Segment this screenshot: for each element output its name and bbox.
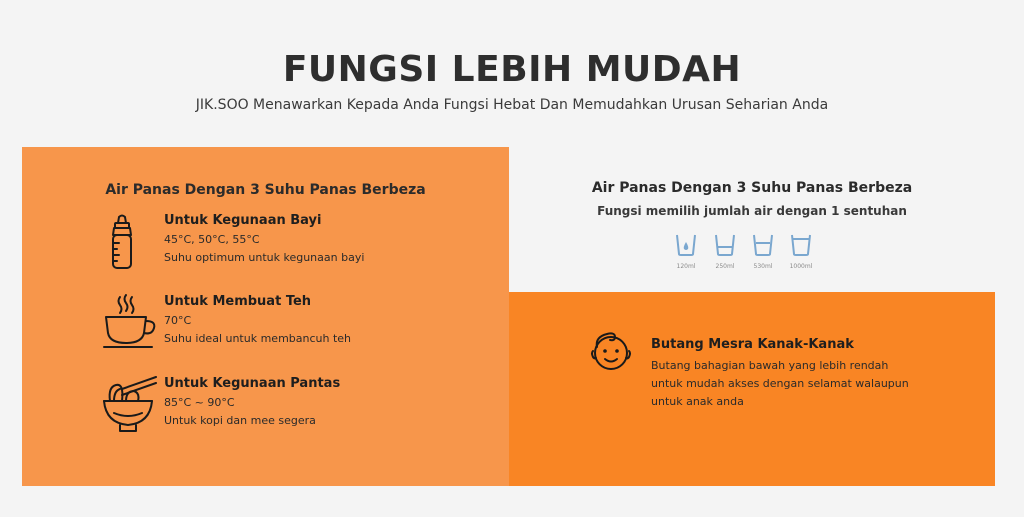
cup-120ml xyxy=(666,233,706,270)
cup-label: 120ml xyxy=(676,263,696,270)
description-line: untuk mudah akses dengan selamat walaupun xyxy=(651,377,909,390)
feature-temperature: 85°C ~ 90°C xyxy=(164,396,235,409)
cup-icon xyxy=(714,233,736,257)
water-volume-panel xyxy=(509,147,995,292)
page-title: FUNGSI LEBIH MUDAH xyxy=(282,49,742,90)
temperature-panel-title: Air Panas Dengan 3 Suhu Panas Berbeza xyxy=(105,182,426,198)
noodle-bowl-icon xyxy=(100,373,160,439)
feature-quick-use xyxy=(102,376,502,446)
feature-temperature: 45°C, 50°C, 55°C xyxy=(164,233,260,246)
child-friendly-description xyxy=(651,357,911,411)
feature-temperature: 70°C xyxy=(164,314,192,327)
cup-label: 530ml xyxy=(753,263,773,270)
temperature-features-panel xyxy=(22,147,509,486)
cup-530ml xyxy=(743,233,783,270)
feature-title: Untuk Kegunaan Pantas xyxy=(164,376,341,391)
baby-face-icon xyxy=(589,329,633,377)
feature-description: Untuk kopi dan mee segera xyxy=(164,414,316,427)
feature-description: Suhu optimum untuk kegunaan bayi xyxy=(164,251,365,264)
volume-panel-subtitle: Fungsi memilih jumlah air dengan 1 sentuhan xyxy=(597,204,907,218)
child-friendly-panel xyxy=(509,292,995,486)
cup-label: 1000ml xyxy=(789,263,813,270)
feature-title: Untuk Kegunaan Bayi xyxy=(164,213,322,228)
tea-cup-icon xyxy=(100,293,160,357)
cup-label: 250ml xyxy=(715,263,735,270)
feature-tea xyxy=(102,294,502,364)
volume-panel-title: Air Panas Dengan 3 Suhu Panas Berbeza xyxy=(591,180,913,196)
feature-baby-use xyxy=(102,213,502,283)
description-line: untuk anak anda xyxy=(651,395,744,408)
cup-icon xyxy=(790,233,812,257)
feature-title: Untuk Membuat Teh xyxy=(164,294,312,309)
cup-250ml xyxy=(705,233,745,270)
child-friendly-title: Butang Mesra Kanak-Kanak xyxy=(651,337,854,352)
baby-bottle-icon xyxy=(102,213,142,277)
page-subtitle: JIK.SOO Menawarkan Kepada Anda Fungsi Hebat Dan Memudahkan Urusan Seharian Anda xyxy=(195,97,829,113)
feature-description: Suhu ideal untuk membancuh teh xyxy=(164,332,352,345)
cup-icon xyxy=(752,233,774,257)
description-line: Butang bahagian bawah yang lebih rendah xyxy=(651,359,889,372)
cup-1000ml xyxy=(781,233,821,270)
cup-icon xyxy=(675,233,697,257)
